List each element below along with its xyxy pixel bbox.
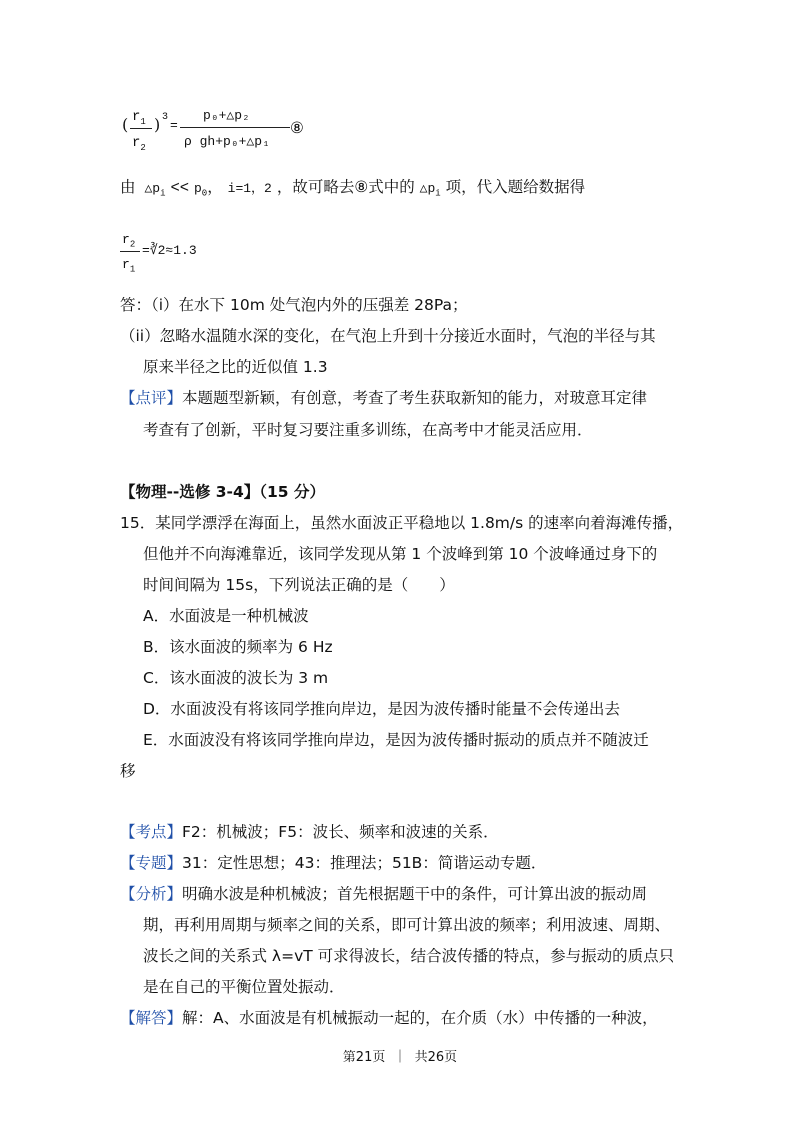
option-a: A．水面波是一种机械波 xyxy=(143,607,309,625)
jieda-line: 【解答】解：A、水面波是有机械振动一起的，在介质（水）中传播的一种波， xyxy=(120,1009,658,1027)
question-line-3: 时间间隔为 15s，下列说法正确的是（ ） xyxy=(143,576,455,594)
review-line-2: 考查有了创新，平时复习要注重多训练，在高考中才能灵活应用． xyxy=(143,421,593,439)
fenxi-line-3: 波长之间的关系式 λ=vT 可求得波长，结合波传播的特点，参与振动的质点只 xyxy=(143,947,675,965)
formula-r1: $r_1$ xyxy=(132,109,146,127)
formula-r2: $r_2$ xyxy=(132,135,146,153)
result-denominator: $r_1$ xyxy=(122,257,136,275)
answer-line-2: （ii）忽略水温随水深的变化，在气泡上升到十分接近水面时，气泡的半径与其 xyxy=(120,327,656,345)
circled-number-8: ⑧ xyxy=(290,119,304,137)
question-line-2: 但他并不向海滩靠近，该同学发现从第 1 个波峰到第 10 个波峰通过身下的 xyxy=(143,545,658,563)
zhuanti-tag: 【专题】 xyxy=(120,854,183,872)
kaodian-line: 【考点】F2：机械波；F5：波长、频率和波速的关系． xyxy=(120,823,499,841)
fenxi-line-4: 是在自己的平衡位置处振动． xyxy=(143,978,345,996)
formula-rparen: ) xyxy=(154,115,161,134)
option-b: B．该水面波的频率为 6 Hz xyxy=(143,638,333,656)
option-e-wrap: 移 xyxy=(120,762,136,780)
section-heading: 【物理--选修 3-4】（15 分） xyxy=(120,483,325,501)
formula-lparen: ( xyxy=(122,115,129,134)
result-rhs: =∛2≈1.3 xyxy=(142,243,197,258)
result-numerator: $r_2$ xyxy=(122,232,136,250)
option-c: C．该水面波的波长为 3 m xyxy=(143,669,329,687)
formula-right-fraction-bar xyxy=(180,127,290,128)
result-fraction-bar xyxy=(120,251,140,252)
option-e: E．水面波没有将该同学推向岸边，是因为波传播时振动的质点并不随波迁 xyxy=(143,731,649,749)
footer-total-pages: 共26页 xyxy=(414,1050,458,1065)
question-line-1: 15．某同学漂浮在海面上，虽然水面波正平稳地以 1.8m/s 的速率向着海滩传播， xyxy=(120,514,684,532)
footer-separator: ｜ xyxy=(393,1050,407,1065)
fenxi-line-2: 期，再利用周期与频率之间的关系，即可计算出波的频率；利用波速、周期、 xyxy=(143,916,671,934)
fenxi-tag: 【分析】 xyxy=(120,885,183,903)
answer-line-1: 答：（i）在水下 10m 处气泡内外的压强差 28Pa； xyxy=(120,296,468,314)
footer-page-number: 第21页 xyxy=(342,1050,386,1065)
formula-denominator: ρ gh+p₀+△p₁ xyxy=(184,134,270,149)
formula-left-fraction-bar xyxy=(130,128,152,129)
jieda-tag: 【解答】 xyxy=(120,1009,183,1027)
page-footer xyxy=(0,1046,800,1065)
fenxi-line-1: 【分析】明确水波是种机械波；首先根据题干中的条件，可计算出波的振动周 xyxy=(120,885,648,903)
answer-line-3: 原来半径之比的近似值 1.3 xyxy=(143,358,328,376)
approximation-line: 由 $\triangle p_i << p_0$， i=1，2 ，故可略去⑧式中的 $\triangle p_i$ 项，代入题给数据得 xyxy=(120,178,586,199)
review-tag: 【点评】 xyxy=(120,389,183,407)
formula-numerator: p₀+△p₂ xyxy=(203,108,250,123)
kaodian-tag: 【考点】 xyxy=(120,823,183,841)
zhuanti-line: 【专题】31：定性思想；43：推理法；51B：简谐运动专题． xyxy=(120,854,547,872)
review-line-1: 【点评】本题题型新颖，有创意，考查了考生获取新知的能力，对玻意耳定律 xyxy=(120,389,648,407)
formula-exponent: 3 xyxy=(162,112,169,123)
option-d: D．水面波没有将该同学推向岸边，是因为波传播时能量不会传递出去 xyxy=(143,700,620,718)
formula-equals: = xyxy=(170,118,178,133)
